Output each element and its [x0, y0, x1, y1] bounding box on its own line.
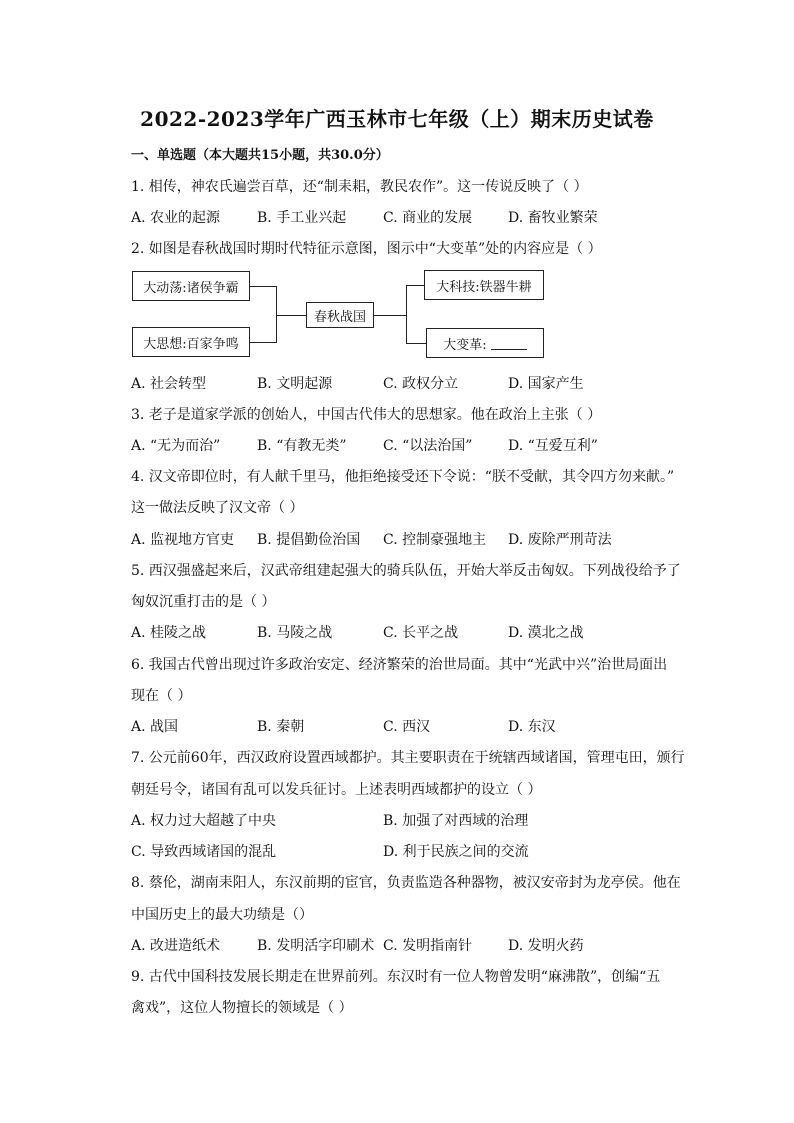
- q5-option-a[interactable]: A. 桂陵之战: [131, 625, 207, 641]
- connector-line: [406, 285, 424, 286]
- question-5-text: 5. 西汉强盛起来后，汉武帝组建起强大的骑兵队伍，开始大举反击匈奴。下列战役给予了: [131, 563, 681, 579]
- question-7-text-cont: 朝廷号令，诸国有乱可以发兵征讨。上述表明西域都护的设立（ ）: [131, 782, 542, 798]
- period-diagram: [131, 266, 551, 362]
- q7-option-b[interactable]: B. 加强了对西域的治理: [383, 813, 529, 829]
- q5-option-c[interactable]: C. 长平之战: [383, 625, 459, 641]
- q4-option-d[interactable]: D. 废除严刑苛法: [508, 532, 612, 548]
- diagram-box-change: [426, 328, 544, 358]
- question-5-text-cont: 匈奴沉重打击的是（ ）: [131, 594, 276, 610]
- q7-option-a[interactable]: A. 权力过大超越了中央: [131, 813, 277, 829]
- question-3-text: 3. 老子是道家学派的创始人，中国古代伟大的思想家。他在政治上主张（ ）: [131, 407, 602, 423]
- q6-option-c[interactable]: C. 西汉: [383, 719, 431, 735]
- question-4-text: 4. 汉文帝即位时，有人献千里马，他拒绝接受还下令说：“朕不受献，其令四方勿来献。”: [131, 469, 675, 485]
- question-8-text-cont: 中国历史上的最大功绩是（）: [131, 907, 313, 923]
- q2-option-c[interactable]: C. 政权分立: [383, 376, 459, 392]
- q8-option-d[interactable]: D. 发明火药: [508, 938, 584, 954]
- q8-option-c[interactable]: C. 发明指南针: [383, 938, 473, 954]
- diagram-box-thought: 大思想:百家争鸣: [132, 327, 250, 357]
- diagram-change-label: 大变革:: [443, 337, 487, 353]
- connector-line: [250, 342, 276, 343]
- q6-option-b[interactable]: B. 秦朝: [257, 719, 305, 735]
- q5-option-d[interactable]: D. 漠北之战: [508, 625, 584, 641]
- connector-line: [250, 286, 276, 287]
- question-7-text: 7. 公元前60年，西汉政府设置西域都护。其主要职责在于统辖西域诸国，管理屯田，颁行: [131, 750, 685, 766]
- q4-option-a[interactable]: A. 监视地方官吏: [131, 532, 235, 548]
- question-9-text: 9. 古代中国科技发展长期走在世界前列。东汉时有一位人物曾发明“麻沸散”，创编“五: [131, 969, 661, 985]
- q3-option-d[interactable]: D. “互爱互利”: [508, 438, 598, 454]
- question-1-text: 1. 相传，神农氏遍尝百草，还“制耒耜，教民农作”。这一传说反映了（ ）: [131, 179, 588, 195]
- q3-option-c[interactable]: C. “以法治国”: [383, 438, 473, 454]
- section-header: 一、单选题（本大题共15小题，共30.0分）: [131, 148, 389, 163]
- diagram-box-center: 春秋战国: [306, 302, 374, 328]
- connector-line: [276, 315, 306, 316]
- diagram-box-technology: 大科技:铁器牛耕: [424, 270, 544, 300]
- q4-option-b[interactable]: B. 提倡勤俭治国: [257, 532, 361, 548]
- page-title: 2022-2023学年广西玉林市七年级（上）期末历史试卷: [140, 107, 654, 131]
- connector-line: [406, 285, 407, 344]
- connector-line: [406, 343, 426, 344]
- q4-option-c[interactable]: C. 控制豪强地主: [383, 532, 487, 548]
- q2-option-d[interactable]: D. 国家产生: [508, 376, 584, 392]
- connector-line: [374, 315, 406, 316]
- q3-option-a[interactable]: A. “无为而治”: [131, 438, 221, 454]
- q3-option-b[interactable]: B. “有教无类”: [257, 438, 347, 454]
- q1-option-a[interactable]: A. 农业的起源: [131, 210, 221, 226]
- q8-option-a[interactable]: A. 改进造纸术: [131, 938, 221, 954]
- q6-option-a[interactable]: A. 战国: [131, 719, 179, 735]
- question-4-text-cont: 这一做法反映了汉文帝（ ）: [131, 500, 304, 516]
- q6-option-d[interactable]: D. 东汉: [508, 719, 556, 735]
- question-8-text: 8. 蔡伦，湖南耒阳人，东汉前期的宦官，负责监造各种器物，被汉安帝封为龙亭侯。他在: [131, 875, 681, 891]
- q2-option-b[interactable]: B. 文明起源: [257, 376, 333, 392]
- q5-option-b[interactable]: B. 马陵之战: [257, 625, 333, 641]
- question-9-text-cont: 禽戏”，这位人物擅长的领域是（ ）: [131, 1000, 353, 1016]
- q1-option-d[interactable]: D. 畜牧业繁荣: [508, 210, 598, 226]
- q7-option-c[interactable]: C. 导致西域诸国的混乱: [131, 844, 277, 860]
- diagram-box-turmoil: 大动荡:诸侯争霸: [132, 271, 250, 301]
- q1-option-c[interactable]: C. 商业的发展: [383, 210, 473, 226]
- q1-option-b[interactable]: B. 手工业兴起: [257, 210, 347, 226]
- question-6-text: 6. 我国古代曾出现过许多政治安定、经济繁荣的治世局面。其中“光武中兴”治世局面出: [131, 657, 668, 673]
- question-6-text-cont: 现在（ ）: [131, 688, 192, 704]
- diagram-blank: [491, 337, 527, 350]
- q7-option-d[interactable]: D. 利于民族之间的交流: [383, 844, 529, 860]
- q2-option-a[interactable]: A. 社会转型: [131, 376, 207, 392]
- question-2-text: 2. 如图是春秋战国时期时代特征示意图，图示中“大变革”处的内容应是（ ）: [131, 241, 602, 257]
- q8-option-b[interactable]: B. 发明活字印刷术: [257, 938, 375, 954]
